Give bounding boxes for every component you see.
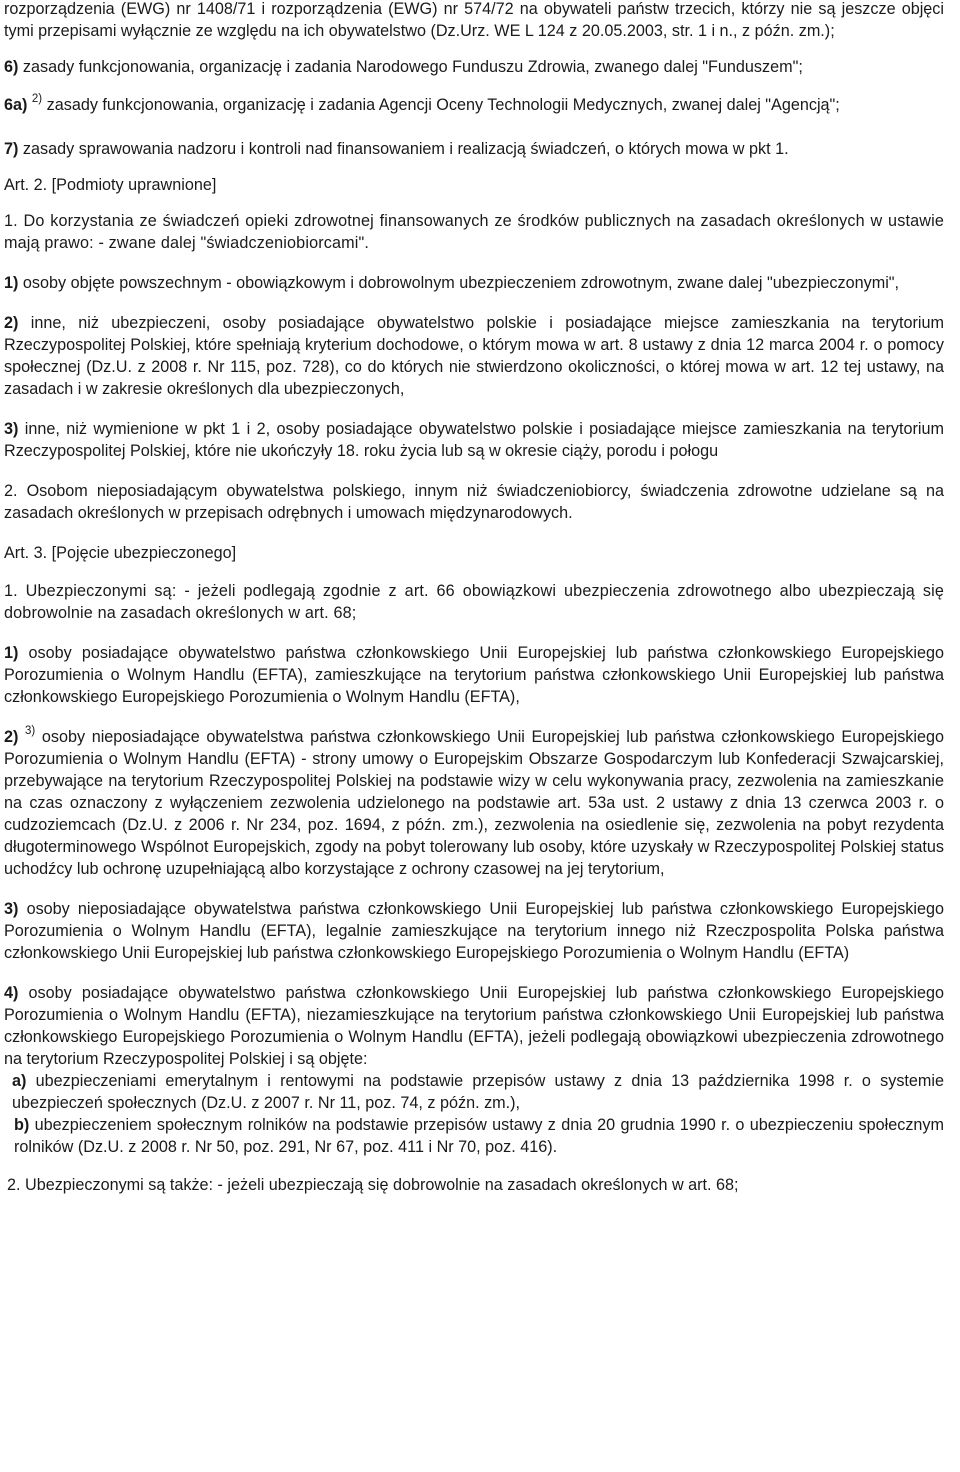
art1-item-6 (4, 56, 944, 78)
item-text: zasady funkcjonowania, organizację i zadania Narodowego Funduszu Zdrowia, zwanego dalej "Funduszem"; (22, 58, 803, 76)
art3-paragraph-1: 1. Ubezpieczonymi są: - jeżeli podlegają zgodnie z art. 66 obowiązkowi ubezpieczenia zdrowotnego albo ubezpieczają się dobrowolnie na zasadach określonych w art. 68; (4, 582, 944, 622)
art3-item-1 (4, 642, 944, 708)
item-number: 3) (4, 420, 19, 438)
item-number: 4) (4, 984, 19, 1002)
item-number: 3) (4, 900, 19, 918)
item-number: 7) (4, 140, 19, 158)
item-number: 6a) (4, 96, 28, 114)
art1-item-7 (4, 138, 944, 160)
art3-subitem-a (4, 1070, 944, 1114)
item-number: 1) (4, 274, 19, 292)
item-number: 6) (4, 58, 19, 76)
art2-paragraph-1: 1. Do korzystania ze świadczeń opieki zdrowotnej finansowanych ze środków publicznych na zasadach określonych w ustawie mają prawo: - zwane dalej "świadczeniobiorcami". (4, 212, 944, 252)
art3-subitem-b (4, 1114, 944, 1158)
art2-heading: Art. 2. [Podmioty uprawnione] (4, 176, 217, 194)
item-text: zasady funkcjonowania, organizację i zadania Agencji Oceny Technologii Medycznych, zwanej dalej "Agencją"; (46, 96, 840, 114)
item-number: 2) (4, 314, 19, 332)
art3-heading: Art. 3. [Pojęcie ubezpieczonego] (4, 544, 237, 562)
art3-paragraph-2: 2. Ubezpieczonymi są także: - jeżeli ubezpieczają się dobrowolnie na zasadach określonych w art. 68; (7, 1176, 739, 1194)
art2-paragraph-2: 2. Osobom nieposiadającym obywatelstwa polskiego, innym niż świadczeniobiorcy, świadczenia zdrowotne udzielane są na zasadach określonych w przepisach odrębnych i umowach międzynarodowych. (4, 482, 944, 522)
item-text: inne, niż wymienione w pkt 1 i 2, osoby posiadające obywatelstwo polskie i posiadające miejsce zamieszkania na terytorium Rzeczypospolitej Polskiej, które nie ukończyły 18. roku życia lub są w okresie ciąży, porodu i połogu (4, 420, 944, 460)
intro-paragraph: rozporządzenia (EWG) nr 1408/71 i rozporządzenia (EWG) nr 574/72 na obywateli państw trzecich, którzy nie są jeszcze objęci tymi przepisami wyłącznie ze względu na ich obywatelstwo (Dz.Urz. WE L 124 z 20.05.2003, str. 1 i n., z późn. zm.); (4, 0, 944, 40)
item-text: zasady sprawowania nadzoru i kontroli nad finansowaniem i realizacją świadczeń, o których mowa w pkt 1. (22, 140, 789, 158)
item-text: osoby posiadające obywatelstwo państwa członkowskiego Unii Europejskiej lub państwa członkowskiego Europejskiego Porozumienia o Wolnym Handlu (EFTA), niezamieszkujące na terytorium państwa członkowskiego Unii Europejskiej lub państwa członkowskiego Europejskiego Porozumienia o Wolnym Handlu (EFTA), jeżeli podlegają obowiązkowi ubezpieczenia zdrowotnego na terytorium Rzeczypospolitej Polskiej i są objęte: (4, 984, 944, 1068)
art2-item-2 (4, 312, 944, 400)
art3-item-3 (4, 898, 944, 964)
art3-item-4 (4, 982, 944, 1070)
item-text: osoby nieposiadające obywatelstwa państwa członkowskiego Unii Europejskiej lub państwa członkowskiego Europejskiego Porozumienia o Wolnym Handlu (EFTA), legalnie zamieszkujące na terytorium innego niż Rzeczpospolita Polska państwa członkowskiego Unii Europejskiej lub państwa członkowskiego Europejskiego Porozumienia o Wolnym Handlu (EFTA) (4, 900, 944, 962)
art3-item-2 (4, 726, 944, 880)
subitem-text: ubezpieczeniem społecznym rolników na podstawie przepisów ustawy z dnia 20 grudnia 1990 r. o ubezpieczeniu społecznym rolników (Dz.U. z 2008 r. Nr 50, poz. 291, Nr 67, poz. 411 i Nr 70, poz. 416). (14, 1116, 945, 1156)
footnote-ref: 2) (31, 92, 43, 105)
item-text: osoby posiadające obywatelstwo państwa członkowskiego Unii Europejskiej lub państwa członkowskiego Europejskiego Porozumienia o Wolnym Handlu (EFTA), zamieszkujące na terytorium państwa członkowskiego Unii Europejskiej lub państwa członkowskiego Europejskiego Porozumienia o Wolnym Handlu (EFTA), (4, 644, 944, 706)
art1-item-6a (4, 94, 944, 116)
item-number: 2) (4, 728, 19, 746)
art2-item-3 (4, 418, 944, 462)
art2-item-1 (4, 272, 944, 294)
item-text: osoby nieposiadające obywatelstwa państwa członkowskiego Unii Europejskiej lub państwa członkowskiego Europejskiego Porozumienia o Wolnym Handlu (EFTA) - strony umowy o Europejskim Obszarze Gospodarczym lub Konfederacji Szwajcarskiej, przebywające na terytorium Rzeczypospolitej Polskiej na podstawie wizy w celu wykonywania pracy, zezwolenia na zamieszkanie na czas oznaczony z wyłączeniem zezwolenia udzielonego na podstawie art. 53a ust. 2 ustawy z dnia 13 czerwca 2003 r. o cudzoziemcach (Dz.U. z 2006 r. Nr 234, poz. 1694, z późn. zm.), zezwolenia na osiedlenie się, zezwolenia na pobyt rezydenta długoterminowego Wspólnot Europejskich, zgody na pobyt tolerowany lub osoby, które uzyskały w Rzeczypospolitej Polskiej status uchodźcy lub ochronę uzupełniającą albo korzystające z ochrony czasowej na jej terytorium, (4, 728, 945, 878)
item-number: 1) (4, 644, 19, 662)
footnote-ref: 3) (25, 724, 36, 737)
subitem-letter: b) (14, 1116, 30, 1134)
item-text: inne, niż ubezpieczeni, osoby posiadające obywatelstwo polskie i posiadające miejsce zamieszkania na terytorium Rzeczypospolitej Polskiej, które spełniają kryterium dochodowe, o którym mowa w art. 8 ustawy z dnia 12 marca 2004 r. o pomocy społecznej (Dz.U. z 2008 r. Nr 115, poz. 728), co do których nie stwierdzono okoliczności, o której mowa w art. 12 tej ustawy, na zasadach i w zakresie określonych dla ubezpieczonych, (4, 314, 944, 398)
item-text: osoby objęte powszechnym - obowiązkowym i dobrowolnym ubezpieczeniem zdrowotnym, zwane dalej "ubezpieczonymi", (22, 274, 900, 292)
subitem-letter: a) (12, 1072, 27, 1090)
subitem-text: ubezpieczeniami emerytalnym i rentowymi na podstawie przepisów ustawy z dnia 13 października 1998 r. o systemie ubezpieczeń społecznych (Dz.U. z 2007 r. Nr 11, poz. 74, z późn. zm.), (12, 1072, 945, 1112)
